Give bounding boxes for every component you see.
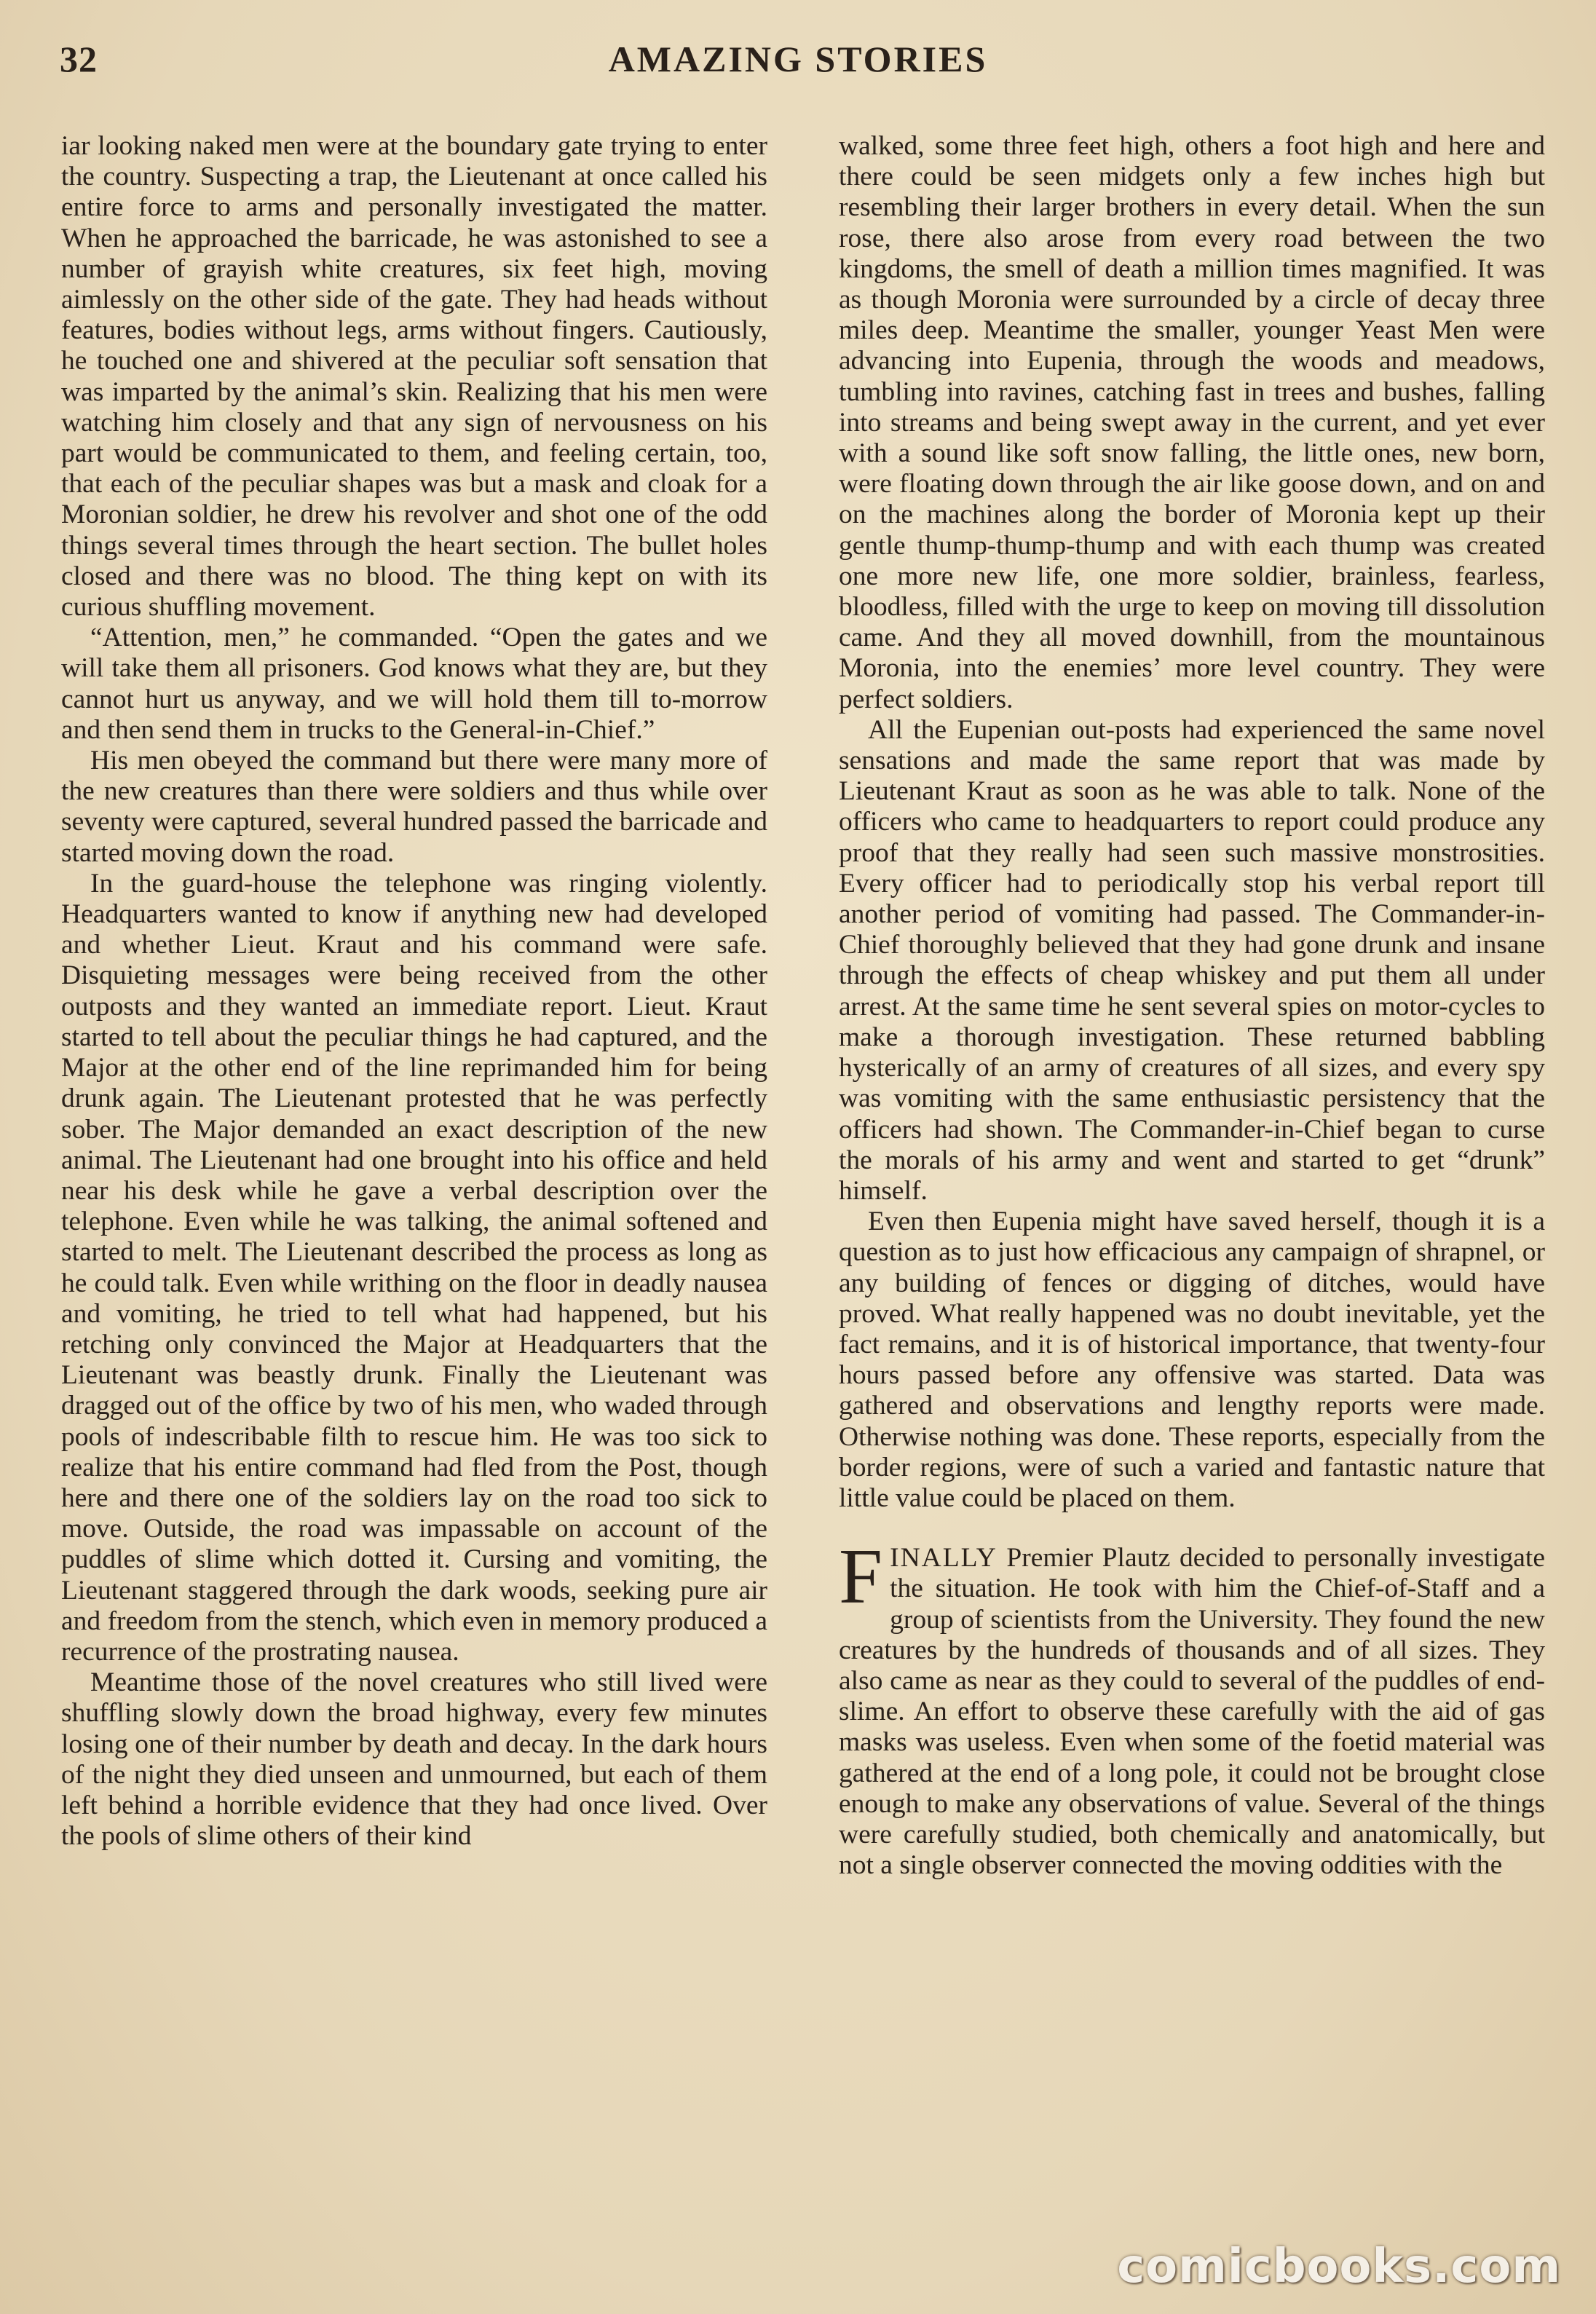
right-paragraph-4-text: Premier Plautz decided to personally investigate the situation. He took with him the Chief-of-Staff and a group of scientists from the University. They found the new creatures by the hundreds of thousands and of all sizes. They also came as near as they could to several of the puddles of end-slime. An effort to observe these carefully with the aid of gas masks was useless. Even when some of the foetid material was gathered at the end of a long pole, it could not be brought close enough to make any observations of value. Several of the things were carefully studied, both chemically and anatomically, but not a single observer connected the moving oddities with the (839, 1543, 1545, 1881)
drop-cap-lead-word: INALLY (890, 1543, 998, 1573)
page-number: 32 (60, 39, 98, 79)
left-paragraph-1: iar looking naked men were at the boundary gate trying to enter the country. Suspecting a trap, the Lieutenant at once called his entire force to arms and personally investigated the matter. When he approached the barricade, he was astonished to see a number of grayish white creatures, six feet high, moving aimlessly on the other side of the gate. They had heads without features, bodies without legs, arms without fingers. Cautiously, he touched one and shivered at the peculiar soft sensation that was imparted by the animal’s skin. Realizing that his men were watching him closely and that any sign of nervousness on his part would be communicated to them, and feeling certain, too, that each of the peculiar shapes was but a mask and cloak for a Moronian soldier, he drew his revolver and shot one of the odd things several times through the heart section. The bullet holes closed and there was no blood. The thing kept on with its curious shuffling movement. (61, 131, 767, 623)
left-paragraph-4: In the guard-house the telephone was ringing violently. Headquarters wanted to know if anything new had developed and whether Lieut. Kraut and his command were safe. Disquieting messages were being received from the other outposts and they wanted an immediate report. Lieut. Kraut started to tell about the peculiar things he had captured, and the Major at the other end of the line reprimanded him for being drunk again. The Lieutenant protested that he was perfectly sober. The Major demanded an exact description of the new animal. The Lieutenant had one brought into his office and held near his desk while he gave a verbal description over the telephone. Even while he was talking, the animal softened and started to melt. The Lieutenant described the process as long as he could talk. Even while writhing on the floor in deadly nausea and vomiting, he tried to tell what had happened, but his retching only convinced the Major at Headquarters that the Lieutenant was beastly drunk. Finally the Lieutenant was dragged out of the office by two of his men, who waded through pools of indescribable filth to rescue him. He was too sick to realize that his entire command had fled from the Post, though here and there one of the soldiers lay on the road too sick to move. Outside, the road was impassable on account of the puddles of slime which dotted it. Cursing and vomiting, the Lieutenant staggered through the dark woods, seeking pure air and freedom from the stench, which even in memory produced a recurrence of the prostrating nausea. (61, 868, 767, 1667)
left-text-column (61, 131, 767, 2257)
left-paragraph-5: Meantime those of the novel creatures who still lived were shuffling slowly down the broad highway, every few minutes losing one of their number by death and decay. In the dark hours of the night they died unseen and unmourned, but each of them left behind a horrible evidence that they had once lived. Over the pools of slime others of their kind (61, 1667, 767, 1852)
running-head-title: AMAZING STORIES (608, 39, 988, 79)
drop-cap-letter: F (839, 1533, 883, 1621)
right-paragraph-2: All the Eupenian out-posts had experienced the same novel sensations and made the same report that was made by Lieutenant Kraut as soon as he was able to talk. None of the officers who came to headquarters to report could produce any proof that they really had seen such massive monstrosities. Every officer had to periodically stop his verbal report till another period of vomiting had passed. The Commander-in-Chief thoroughly believed that they had gone drunk and insane through the effects of cheap whiskey and put them all under arrest. At the same time he sent several spies on motor-cycles to make a thorough investigation. These returned babbling hysterically of an army of creatures of all sizes, and every spy was vomiting with the same enthusiastic persistency that the officers had shown. The Commander-in-Chief began to curse the morals of his army and went and started to get “drunk” himself. (839, 714, 1545, 1206)
watermark-logo: comicbooks.com (1117, 2240, 1561, 2294)
left-paragraph-2: “Attention, men,” he commanded. “Open the gates and we will take them all prisoners. God knows what they are, but they cannot hurt us anyway, and we will hold them till to-morrow and then send them in trucks to the General-in-Chief.” (61, 623, 767, 745)
right-text-column (839, 131, 1545, 2257)
right-paragraph-3: Even then Eupenia might have saved herself, though it is a question as to just how efficacious any campaign of shrapnel, or any building of fences or digging of ditches, would have proved. What really happened was no doubt inevitable, yet the fact remains, and it is of historical importance, that twenty-four hours passed before any offensive was started. Data was gathered and observations and lengthy reports were made. Otherwise nothing was done. These reports, especially from the border regions, were of such a varied and fantastic nature that little value could be placed on them. (839, 1207, 1545, 1513)
right-paragraph-1: walked, some three feet high, others a foot high and here and there could be seen midgets only a few inches high but resembling their larger brothers in every detail. When the sun rose, there also arose from every road between the two kingdoms, the smell of death a million times magnified. It was as though Moronia were surrounded by a circle of decay three miles deep. Meantime the smaller, younger Yeast Men were advancing into Eupenia, through the woods and meadows, tumbling into ravines, catching fast in trees and bushes, falling into streams and being swept away in the current, and yet ever with a sound like soft snow falling, the little ones, new born, were floating down through the air like goose down, and on and on the machines along the border of Moronia kept up their gentle thump-thump-thump and with each thump was created one more new life, one more soldier, brainless, fearless, bloodless, filled with the urge to keep on moving till dissolution came. And they all moved downhill, from the mountainous Moronia, into the enemies’ more level country. They were perfect soldiers. (839, 131, 1545, 714)
right-paragraph-4 (839, 1533, 1545, 1881)
left-paragraph-3: His men obeyed the command but there were many more of the new creatures than there were soldiers and thus while over seventy were captured, several hundred passed the barricade and started moving down the road. (61, 746, 767, 868)
